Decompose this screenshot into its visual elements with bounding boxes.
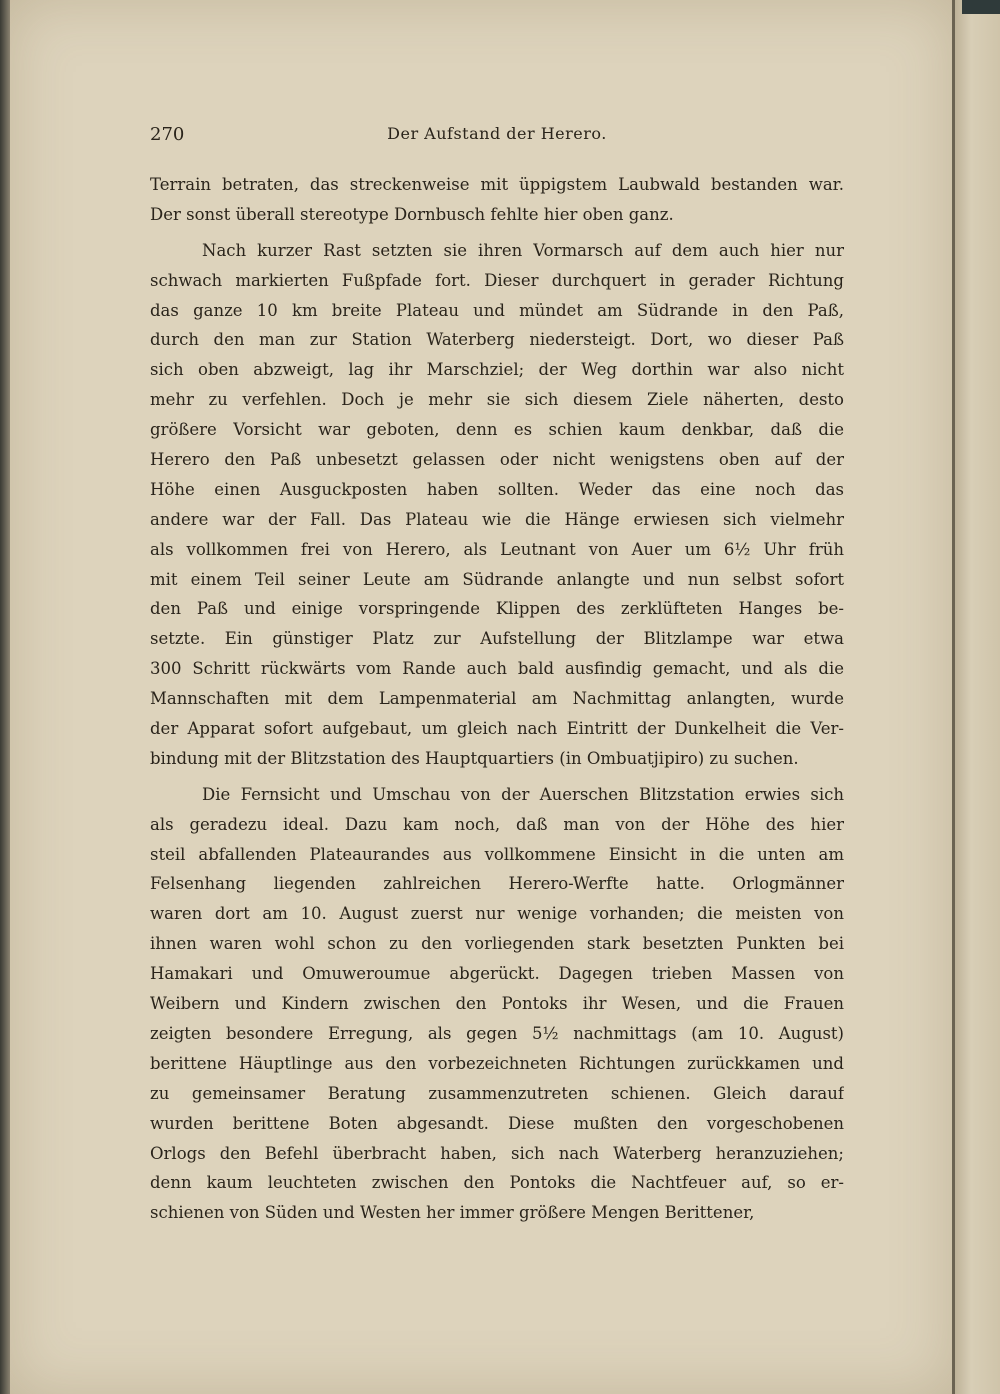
text-line: Der sonst überall stereotype Dornbusch fehlte hier oben ganz. bbox=[150, 204, 674, 224]
text-line: sich oben abzweigt, lag ihr Marschziel; der Weg dorthin war also nicht bbox=[150, 360, 844, 380]
page-fold bbox=[952, 0, 955, 1394]
text-line: das ganze 10 km breite Plateau und mündet am Südrande in den Paß, bbox=[150, 300, 844, 320]
text-line: Höhe einen Ausguckposten haben sollten. Weder das eine noch das bbox=[150, 479, 844, 499]
text-line: bindung mit der Blitzstation des Hauptquartiers (in Ombuatjipiro) zu suchen. bbox=[150, 748, 799, 768]
text-line: schwach markierten Fußpfade fort. Dieser durchquert in gerader Richtung bbox=[150, 270, 844, 290]
text-line: berittene Häuptlinge aus den vorbezeichneten Richtungen zurückkamen und bbox=[150, 1053, 844, 1073]
dark-corner-tab bbox=[962, 0, 1000, 14]
page-number: 270 bbox=[150, 124, 185, 145]
text-line: Herero den Paß unbesetzt gelassen oder nicht wenigstens oben auf der bbox=[150, 450, 844, 470]
text-line: steil abfallenden Plateaurandes aus vollkommene Einsicht in die unten am bbox=[150, 844, 844, 864]
book-spine bbox=[0, 0, 10, 1394]
text-line: denn kaum leuchteten zwischen den Pontoks die Nachtfeuer auf, so er- bbox=[150, 1173, 844, 1193]
text-line: 300 Schritt rückwärts vom Rande auch bald ausfindig gemacht, und als die bbox=[150, 659, 844, 679]
text-line: andere war der Fall. Das Plateau wie die Hänge erwiesen sich vielmehr bbox=[150, 509, 844, 529]
paragraph bbox=[150, 236, 844, 774]
text-line: setzte. Ein günstiger Platz zur Aufstellung der Blitzlampe war etwa bbox=[150, 629, 844, 649]
text-line: mehr zu verfehlen. Doch je mehr sie sich diesem Ziele näherten, desto bbox=[150, 390, 844, 410]
text-line: mit einem Teil seiner Leute am Südrande anlangte und nun selbst sofort bbox=[150, 569, 844, 589]
paragraph bbox=[150, 780, 844, 1228]
text-line: der Apparat sofort aufgebaut, um gleich nach Eintritt der Dunkelheit die Ver- bbox=[150, 719, 844, 739]
page-header bbox=[150, 124, 844, 152]
text-line: Die Fernsicht und Umschau von der Auerschen Blitzstation erwies sich bbox=[202, 784, 844, 804]
text-line: Weibern und Kindern zwischen den Pontoks ihr Wesen, und die Frauen bbox=[150, 994, 844, 1014]
text-line: durch den man zur Station Waterberg niedersteigt. Dort, wo dieser Paß bbox=[150, 330, 844, 350]
text-line: als vollkommen frei von Herero, als Leutnant von Auer um 6½ Uhr früh bbox=[150, 539, 844, 559]
text-line: Felsenhang liegenden zahlreichen Herero-Werfte hatte. Orlogmänner bbox=[150, 874, 844, 894]
text-line: den Paß und einige vorspringende Klippen des zerklüfteten Hanges be- bbox=[150, 599, 844, 619]
text-line: Nach kurzer Rast setzten sie ihren Vormarsch auf dem auch hier nur bbox=[202, 240, 844, 260]
body-text bbox=[150, 170, 844, 1228]
text-line: waren dort am 10. August zuerst nur wenige vorhanden; die meisten von bbox=[150, 904, 844, 924]
text-line: ihnen waren wohl schon zu den vorliegenden stark besetzten Punkten bei bbox=[150, 934, 844, 954]
text-line: schienen von Süden und Westen her immer größere Mengen Berittener, bbox=[150, 1203, 755, 1223]
adjacent-page-edge bbox=[952, 0, 1000, 1394]
text-line: Mannschaften mit dem Lampenmaterial am Nachmittag anlangten, wurde bbox=[150, 689, 844, 709]
text-line: Orlogs den Befehl überbracht haben, sich nach Waterberg heranzuziehen; bbox=[150, 1143, 844, 1163]
text-line: als geradezu ideal. Dazu kam noch, daß man von der Höhe des hier bbox=[150, 814, 844, 834]
text-line: Terrain betraten, das streckenweise mit üppigstem Laubwald bestanden war. bbox=[150, 175, 844, 194]
running-title: Der Aufstand der Herero. bbox=[387, 124, 607, 143]
text-line: zeigten besondere Erregung, als gegen 5½ nachmittags (am 10. August) bbox=[150, 1023, 844, 1043]
text-line: größere Vorsicht war geboten, denn es schien kaum denkbar, daß die bbox=[150, 420, 844, 440]
paragraph bbox=[150, 170, 844, 230]
text-line: wurden berittene Boten abgesandt. Diese mußten den vorgeschobenen bbox=[150, 1113, 844, 1133]
text-line: Hamakari und Omuweroumue abgerückt. Dagegen trieben Massen von bbox=[150, 964, 844, 984]
text-line: zu gemeinsamer Beratung zusammenzutreten schienen. Gleich darauf bbox=[150, 1083, 844, 1103]
